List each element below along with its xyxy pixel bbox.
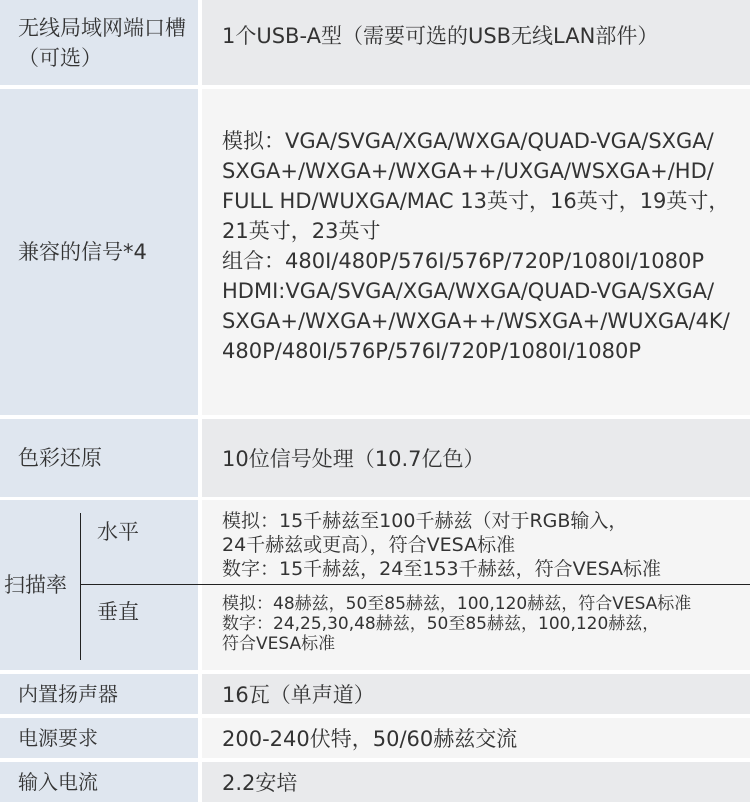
- row-value: [202, 89, 750, 415]
- scan-divider-horizontal: [80, 584, 750, 585]
- row-value: 10位信号处理（10.7亿色）: [202, 419, 750, 497]
- row-label: 无线局域网端口槽 （可选）: [0, 0, 198, 85]
- row-value: 200-240伏特，50/60赫兹交流: [202, 718, 750, 758]
- row-label: 电源要求: [0, 718, 198, 758]
- row-input-current: [0, 762, 750, 802]
- row-value: 16瓦（单声道）: [202, 674, 750, 714]
- scan-divider-vertical: [80, 513, 81, 660]
- row-value: 1个USB-A型（需要可选的USB无线LAN部件）: [202, 0, 750, 85]
- row-value-text: 模拟：VGA/SVGA/XGA/WXGA/QUAD-VGA/SXGA/ SXGA+/WXGA+/WXGA++/UXGA/WSXGA+/HD/ FULL HD/WUXGA/MAC 13英寸，16英寸，19英寸， 21英寸，23英寸 组合：480I/480P/576I/576P/720P/1080I/1080P HDMI:VGA/SVGA/XGA/WXGA/QUAD-VGA/SXGA/ SXGA+/WXGA+/WXGA++/WSXGA+/WUXGA/4K/ 480P/480I/576P/576I/720P/1080I/1080P: [222, 129, 730, 363]
- row-label: 内置扬声器: [0, 674, 198, 714]
- scan-vertical-value: 模拟：48赫兹，50至85赫兹，100,120赫兹，符合VESA标准 数字：24,25,30,48赫兹，50至85赫兹，100,120赫兹， 符合VESA标准: [222, 594, 692, 654]
- scan-horizontal-value: 模拟：15千赫兹至100千赫兹（对于RGB输入， 24千赫兹或更高），符合VESA标准 数字：15千赫兹，24至153千赫兹，符合VESA标准: [222, 510, 662, 580]
- row-label: 输入电流: [0, 762, 198, 802]
- row-compatible-signals: [0, 89, 750, 415]
- row-value: 2.2安培: [202, 762, 750, 802]
- row-power-requirements: [0, 718, 750, 758]
- row-color-reproduction: [0, 419, 750, 497]
- row-label: 色彩还原: [0, 419, 198, 497]
- scan-horizontal-label: 水平: [97, 520, 139, 544]
- scan-horizontal-value-cell: [202, 500, 750, 584]
- row-wireless-lan-slot: [0, 0, 750, 85]
- scan-rate-label: 扫描率: [4, 573, 67, 597]
- scan-vertical-value-cell: [202, 585, 750, 670]
- row-built-in-speaker: [0, 674, 750, 714]
- row-label: 兼容的信号*4: [0, 89, 198, 415]
- scan-vertical-label: 垂直: [97, 600, 139, 624]
